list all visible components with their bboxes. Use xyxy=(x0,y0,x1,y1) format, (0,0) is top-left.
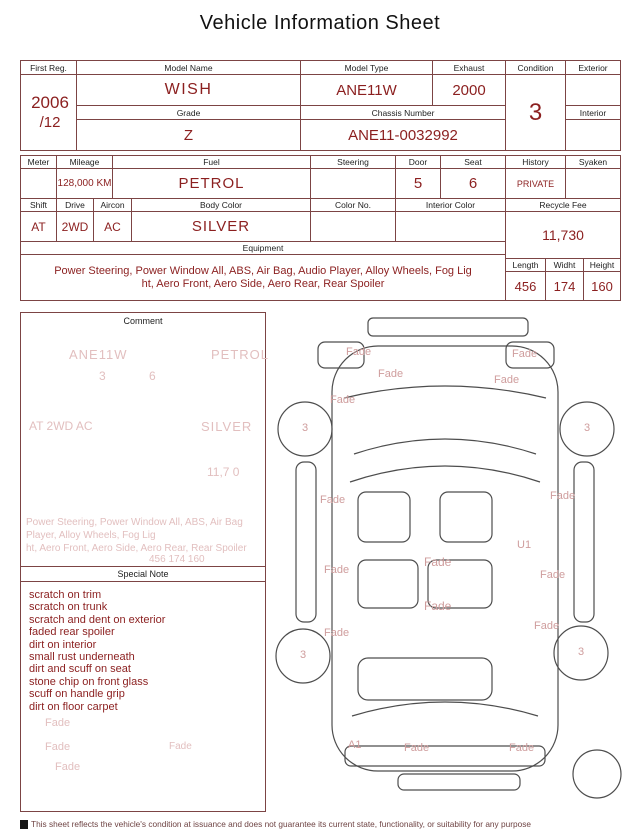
first-reg-label: First Reg. xyxy=(21,61,77,75)
ghost-text: PETROL xyxy=(211,347,270,362)
shift-value: AT xyxy=(21,212,57,242)
chassis-number-label: Chassis Number xyxy=(301,106,506,120)
special-note-label: Special Note xyxy=(21,566,265,582)
door-label: Door xyxy=(396,156,441,169)
exterior-label: Exterior xyxy=(566,61,621,75)
special-note-item: dirt on floor carpet xyxy=(29,700,118,713)
wheel-grade-rear-left: 3 xyxy=(300,649,307,661)
side-table xyxy=(506,155,621,301)
exhaust-value: 2000 xyxy=(433,75,506,106)
color-no-label: Color No. xyxy=(311,199,396,212)
fade-marker: Fade xyxy=(550,490,576,502)
length-value: 456 xyxy=(506,272,546,301)
syaken-label: Syaken xyxy=(566,156,621,169)
fuel-label: Fuel xyxy=(113,156,311,169)
history-value: PRIVATE xyxy=(506,169,566,199)
exhaust-label: Exhaust xyxy=(433,61,506,75)
width-value: 174 xyxy=(546,272,584,301)
interior-value xyxy=(566,120,621,151)
equipment-label: Equipment xyxy=(21,242,506,255)
fade-marker: Fade xyxy=(378,368,404,380)
model-type-value: ANE11W xyxy=(301,75,433,106)
first-reg-value xyxy=(21,75,77,151)
u1-marker: U1 xyxy=(517,539,532,551)
wheel-grade-rear-right: 3 xyxy=(578,646,585,658)
fade-marker: Fade xyxy=(346,346,372,358)
width-label: Widht xyxy=(546,259,584,272)
special-note-item: small rust underneath xyxy=(29,651,135,664)
special-note-item: dirt and scuff on seat xyxy=(29,663,131,676)
disclaimer-text: This sheet reflects the vehicle's condition at issuance and does not guarantee its current state, functionality, or suitability for any purpose xyxy=(31,819,531,829)
wheel-grade-front-right: 3 xyxy=(584,422,591,434)
fade-marker: Fade xyxy=(509,742,535,754)
fade-marker: Fade xyxy=(330,394,356,406)
equipment-value xyxy=(21,255,506,301)
length-label: Length xyxy=(506,259,546,272)
color-no-value xyxy=(311,212,396,242)
drive-value: 2WD xyxy=(57,212,94,242)
ghost-text: 456 174 160 xyxy=(149,554,205,565)
equipment-line-1: Power Steering, Power Window All, ABS, Air Bag, Audio Player, Alloy Wheels, Fog Lig xyxy=(54,264,472,277)
ghost-text: SILVER xyxy=(201,419,253,434)
wheel-grade-front-left: 3 xyxy=(302,422,309,434)
meter-label: Meter xyxy=(21,156,57,169)
model-name-value: WISH xyxy=(77,75,301,106)
mileage-value: 128,000 KM xyxy=(57,169,113,199)
corner-mark xyxy=(20,820,28,829)
height-value: 160 xyxy=(584,272,621,301)
model-type-label: Model Type xyxy=(301,61,433,75)
ghost-text: Player, Alloy Wheels, Fog Lig xyxy=(26,530,156,541)
a1-marker: A1 xyxy=(348,739,362,751)
equipment-line-2: ht, Aero Front, Aero Side, Aero Rear, Rear Spoiler xyxy=(141,277,385,290)
fade-marker: Fade xyxy=(324,627,350,639)
body-color-label: Body Color xyxy=(132,199,311,212)
first-reg-month: /12 xyxy=(39,113,61,131)
special-note-list xyxy=(29,589,261,713)
meter-value xyxy=(21,169,57,199)
top-table xyxy=(20,60,621,151)
interior-color-label: Interior Color xyxy=(396,199,506,212)
history-label: History xyxy=(506,156,566,169)
ghost-text: Fade xyxy=(45,741,71,753)
special-note-item: scratch and dent on exterior xyxy=(29,613,166,626)
ghost-text: ANE11W xyxy=(69,347,128,362)
special-note-item: faded rear spoiler xyxy=(29,626,115,639)
seat-value: 6 xyxy=(441,169,506,199)
first-reg-year: 2006 xyxy=(31,92,69,112)
steering-value xyxy=(311,169,396,199)
fade-marker: Fade xyxy=(540,569,566,581)
condition-value: 3 xyxy=(506,75,566,151)
special-note-item: scuff on handle grip xyxy=(29,688,125,701)
grade-value: Z xyxy=(77,120,301,151)
page-title: Vehicle Information Sheet xyxy=(199,12,441,34)
fade-marker: Fade xyxy=(534,620,560,632)
car-condition-diagram xyxy=(266,312,626,817)
ghost-text: AT 2WD AC xyxy=(29,419,93,433)
door-value: 5 xyxy=(396,169,441,199)
recycle-fee-label: Recycle Fee xyxy=(506,199,621,212)
fade-marker: Fade xyxy=(494,374,520,386)
fade-marker: Fade xyxy=(320,494,346,506)
grade-label: Grade xyxy=(77,106,301,120)
ghost-text: 6 xyxy=(149,369,156,383)
fade-marker: Fade xyxy=(424,555,452,569)
height-label: Height xyxy=(584,259,621,272)
ghost-text: Power Steering, Power Window All, ABS, Air Bag xyxy=(26,517,243,528)
fade-marker: Fade xyxy=(512,348,538,360)
fade-marker: Fade xyxy=(424,599,452,613)
ghost-text: Fade xyxy=(45,717,71,729)
syaken-value xyxy=(566,169,621,199)
ghost-text: 3 xyxy=(99,369,106,383)
special-note-item: scratch on trunk xyxy=(29,601,108,614)
exterior-value xyxy=(566,75,621,106)
ghost-text: Fade xyxy=(169,741,192,752)
seat-label: Seat xyxy=(441,156,506,169)
recycle-fee-value: 11,730 xyxy=(506,212,621,259)
special-note-item: dirt on interior xyxy=(29,638,97,651)
fade-marker: Fade xyxy=(324,564,350,576)
comment-box xyxy=(20,312,270,812)
interior-label: Interior xyxy=(566,106,621,120)
spec-table xyxy=(20,155,506,301)
special-note-item: stone chip on front glass xyxy=(29,675,149,688)
comment-label: Comment xyxy=(123,316,163,326)
mileage-label: Mileage xyxy=(57,156,113,169)
body-color-value: SILVER xyxy=(132,212,311,242)
steering-label: Steering xyxy=(311,156,396,169)
model-name-label: Model Name xyxy=(77,61,301,75)
chassis-number-value: ANE11-0032992 xyxy=(301,120,506,151)
drive-label: Drive xyxy=(57,199,94,212)
ghost-text: 11,7 0 xyxy=(207,465,240,479)
interior-color-value xyxy=(396,212,506,242)
ghost-text: Fade xyxy=(55,761,81,773)
shift-label: Shift xyxy=(21,199,57,212)
condition-label: Condition xyxy=(506,61,566,75)
fade-marker: Fade xyxy=(404,742,430,754)
fuel-value: PETROL xyxy=(113,169,311,199)
aircon-label: Aircon xyxy=(94,199,132,212)
special-note-item: scratch on trim xyxy=(29,589,102,601)
ghost-text: ht, Aero Front, Aero Side, Aero Rear, Rear Spoiler xyxy=(26,543,247,554)
aircon-value: AC xyxy=(94,212,132,242)
